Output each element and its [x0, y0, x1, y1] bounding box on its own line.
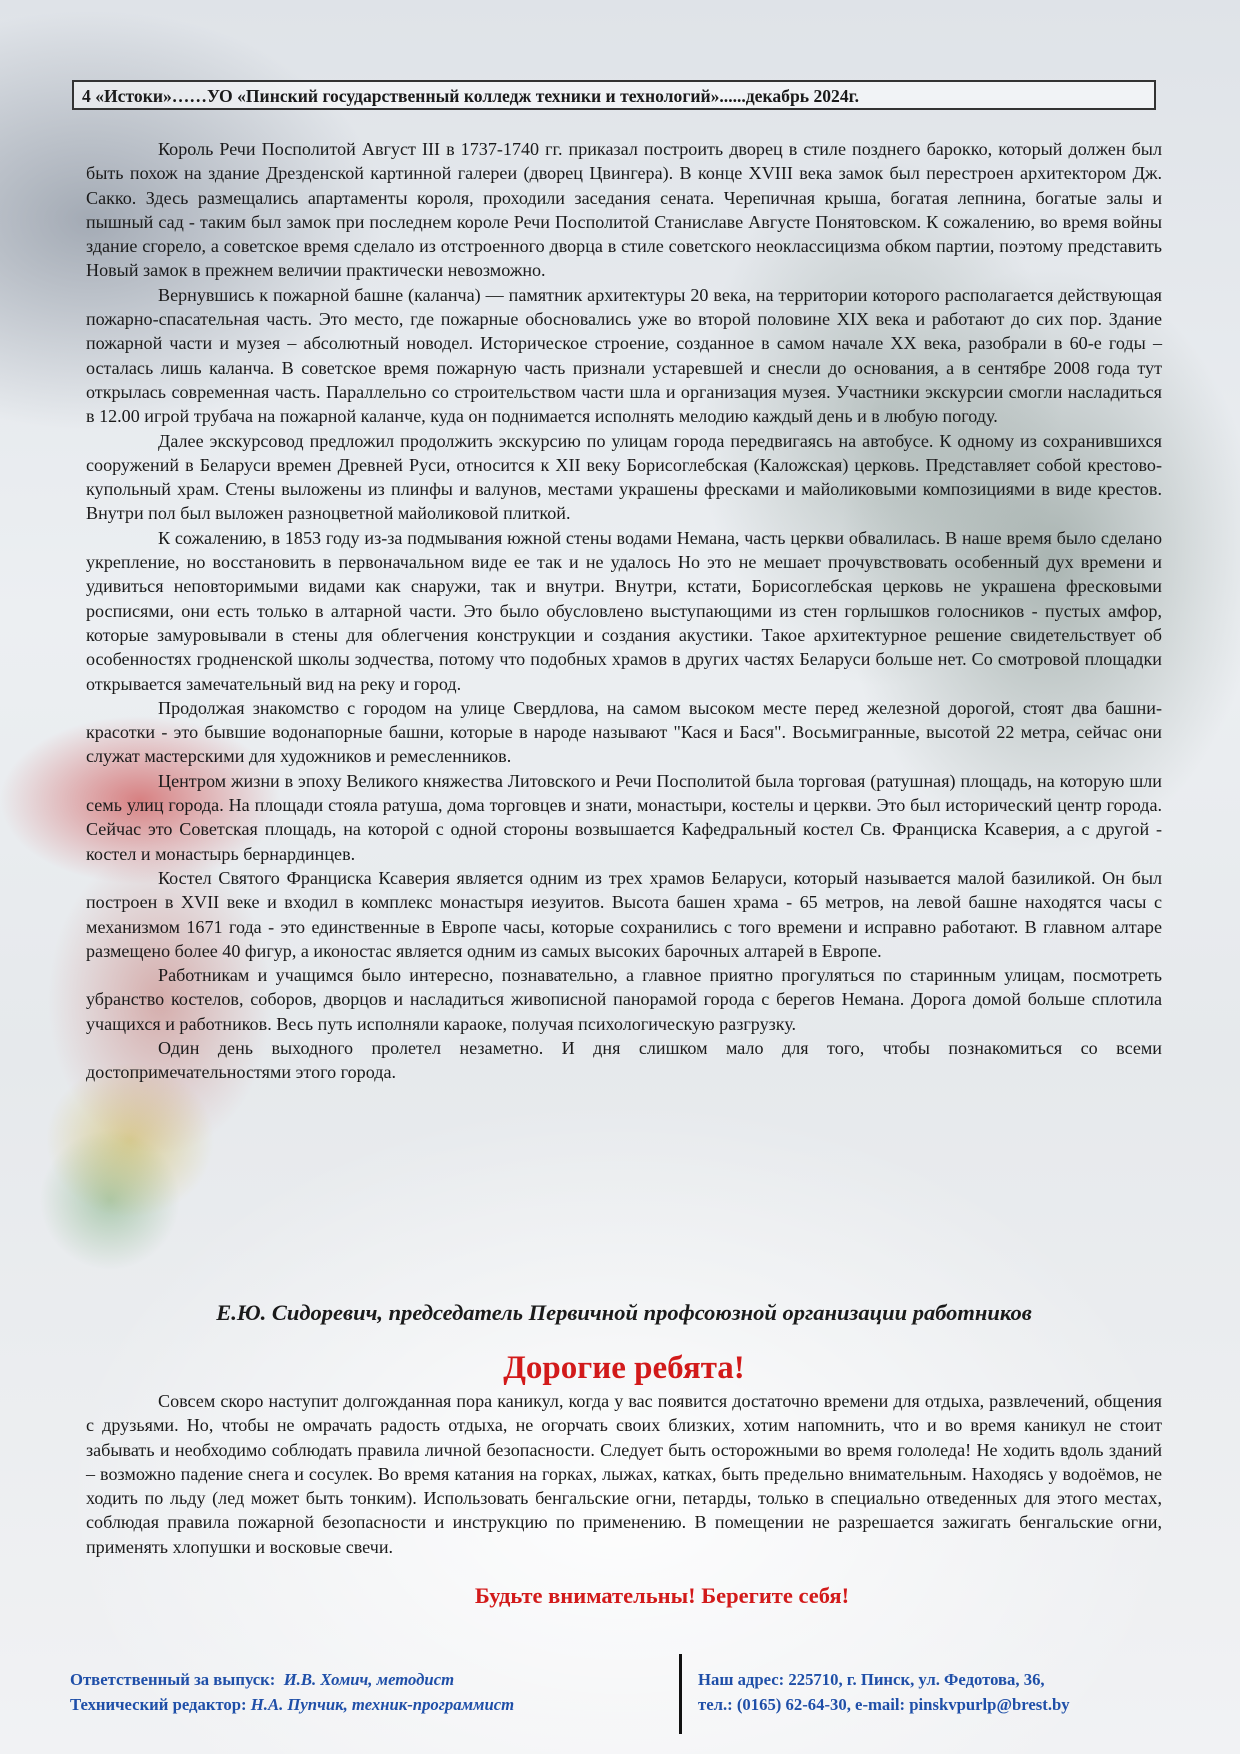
footer-phone-email: тел.: (0165) 62-64-30, e-mail: pinskvpurlp@brest.by — [698, 1695, 1070, 1714]
notice-paragraph: Совсем скоро наступит долгожданная пора каникул, когда у вас появится достаточно времени для отдыха, развлечений, общения с друзьями. Но, чтобы не омрачать радость отдыха, не огорчать своих близких, хотим напомнить, что и во время каникул не стоит забывать и необходимо соблюдать правила личной безопасности. Следует быть осторожными во время гололеда! Не ходить вдоль зданий – возможно падение снега и сосулек. Во время катания на горках, лыжах, катках, быть предельно внимательным. Находясь у водоёмов, не ходить по льду (лед может быть тонким). Использовать бенгальские огни, петарды, только в специально отведенных для этого местах, соблюдая правила пожарной безопасности и инструкцию по применению. В помещении не разрешается зажигать бенгальские огни, применять хлопушки и восковые свечи. — [86, 1391, 1162, 1557]
article-paragraph: Продолжая знакомство с городом на улице Свердлова, на самом высоком месте перед железной дорогой, стоят два башни-красотки - это бывшие водонапорные башни, которые в народе называют "Кася и Бася". Восьмигранные, высотой 22 метра, сейчас они служат мастерскими для художников и ремесленников. — [86, 697, 1162, 767]
article-author: Е.Ю. Сидоревич, председатель Первичной профсоюзной организации работников — [216, 1300, 1032, 1325]
responsible-value: И.В. Хомич, методист — [283, 1670, 455, 1689]
footer-editor-line — [70, 1692, 670, 1717]
notice-body — [86, 1389, 1162, 1559]
article-paragraph: К сожалению, в 1853 году из-за подмывания южной стены водами Немана, часть церкви обвалилась. В наше время было сделано укрепление, но восстановить в первоначальном виде ее так и не удалось Но это не мешает прочувствовать особенный дух времени и удивиться неповторимыми видами как снаружи, так и внутри. Внутри, кстати, Борисоглебская церковь не украшена фресковыми росписями, они есть только в алтарной части. Это было обусловлено выступающими из стен горлышков голосников - пустых амфор, которые замуровывали в стены для облегчения конструкции и создания акустики. Такое архитектурное решение свидетельствует об особенностях гродненской школы зодчества, потому что подобных храмов в других частях Беларуси больше нет. Со смотровой площадки открывается замечательный вид на реку и город. — [86, 527, 1162, 694]
editor-label: Технический редактор: — [70, 1695, 247, 1714]
notice-slogan: Будьте внимательны! Берегите себя! — [474, 1583, 850, 1608]
footer-credits — [70, 1667, 670, 1717]
article-paragraph: Костел Святого Франциска Ксаверия является одним из трех храмов Беларуси, который называется малой базиликой. Он был построен в XVII веке и входил в комплекс монастыря иезуитов. Высота башен храма - 65 метров, на левой башне находятся часы с механизмом 1671 года - это единственные в Европе часы, которые сохранились с того времени и исправно работают. В главном алтаре размещено более 40 фигур, а иконостас является одним из самых высоких барочных алтарей в Европе. — [86, 867, 1162, 961]
article-paragraph: Вернувшись к пожарной башне (каланча) — памятник архитектуры 20 века, на территории которого располагается действующая пожарно-спасательная часть. Это место, где пожарные обосновались уже во второй половине XIX века и работают до сих пор. Здание пожарной части и музея – абсолютный новодел. Историческое строение, созданное в самом начале XX века, разобрали в 60-е годы – осталась лишь каланча. В советское время пожарную часть признали устаревшей и снесли до основания, а в сентябре 2008 года тут открылась современная часть. Параллельно со строительством части шла и организация музея. Участники экскурсии смогли насладиться в 12.00 игрой трубача на пожарной каланче, куда он поднимается исполнять мелодию каждый день и в любую погоду. — [86, 284, 1162, 427]
article-paragraph: Король Речи Посполитой Август III в 1737-1740 гг. приказал построить дворец в стиле позднего барокко, который должен был быть похож на здание Дрезденской картинной галереи (дворец Цвингера). В конце XVIII века замок был перестроен архитектором Дж. Сакко. Здесь размещались апартаменты короля, проходили заседания сената. Черепичная крыша, богатая лепнина, богатые залы и пышный сад - таким был замок при последнем короле Речи Посполитой Станиславе Августе Понятовском. К сожалению, во время войны здание сгорело, а советское время сделало из отстроенного дворца в стиле советского неоклассицизма обком партии, поэтому представить Новый замок в прежнем величии практически невозможно. — [86, 139, 1162, 281]
article-paragraph: Работникам и учащимся было интересно, познавательно, а главное приятно прогуляться по старинным улицам, посмотреть убранство костелов, соборов, дворцов и насладиться живописной панорамой города с берегов Немана. Дорога домой больше сплотила учащихся и работников. Весь путь исполняли караоке, получая психологическую разгрузку. — [86, 965, 1162, 1034]
article-paragraph: Центром жизни в эпоху Великого княжества Литовского и Речи Посполитой была торговая (ратушная) площадь, на которую шли семь улиц города. На площади стояла ратуша, дома торговцев и знати, монастыри, костелы и церкви. Это был исторический центр города. Сейчас это Советская площадь, на которой с одной стороны возвышается Кафедральный костел Св. Франциска Ксаверия, а с другой - костел и монастырь бернардинцев. — [86, 770, 1162, 864]
newsletter-header — [72, 80, 1156, 110]
header-text: 4 «Истоки»……УО «Пинский государственный колледж техники и технологий»......декабрь 2024г. — [82, 86, 860, 106]
article-body — [86, 137, 1162, 1085]
footer-contacts — [698, 1667, 1228, 1717]
footer-responsible-line — [70, 1667, 670, 1692]
footer-address: Наш адрес: 225710, г. Пинск, ул. Федотова, 36, — [698, 1670, 1045, 1689]
editor-value: Н.А. Пупчик, техник-программист — [250, 1695, 515, 1714]
notice-title: Дорогие ребята! — [503, 1350, 745, 1386]
responsible-label: Ответственный за выпуск: — [70, 1670, 276, 1689]
article-paragraph: Далее экскурсовод предложил продолжить экскурсию по улицам города передвигаясь на автобусе. К одному из сохранившихся сооружений в Беларуси времен Древней Руси, относится к XII веку Борисоглебская (Каложская) церковь. Представляет собой крестово-купольный храм. Стены выложены из плинфы и валунов, местами украшены фресками и майоликовыми композициями в виде крестов. Внутри пол был выложен разноцветной майоликовой плиткой. — [86, 430, 1162, 524]
article-paragraph: Один день выходного пролетел незаметно. И дня слишком мало для того, чтобы познакомиться со всеми достопримечательностями этого города. — [86, 1037, 1162, 1083]
footer-divider — [679, 1654, 682, 1734]
